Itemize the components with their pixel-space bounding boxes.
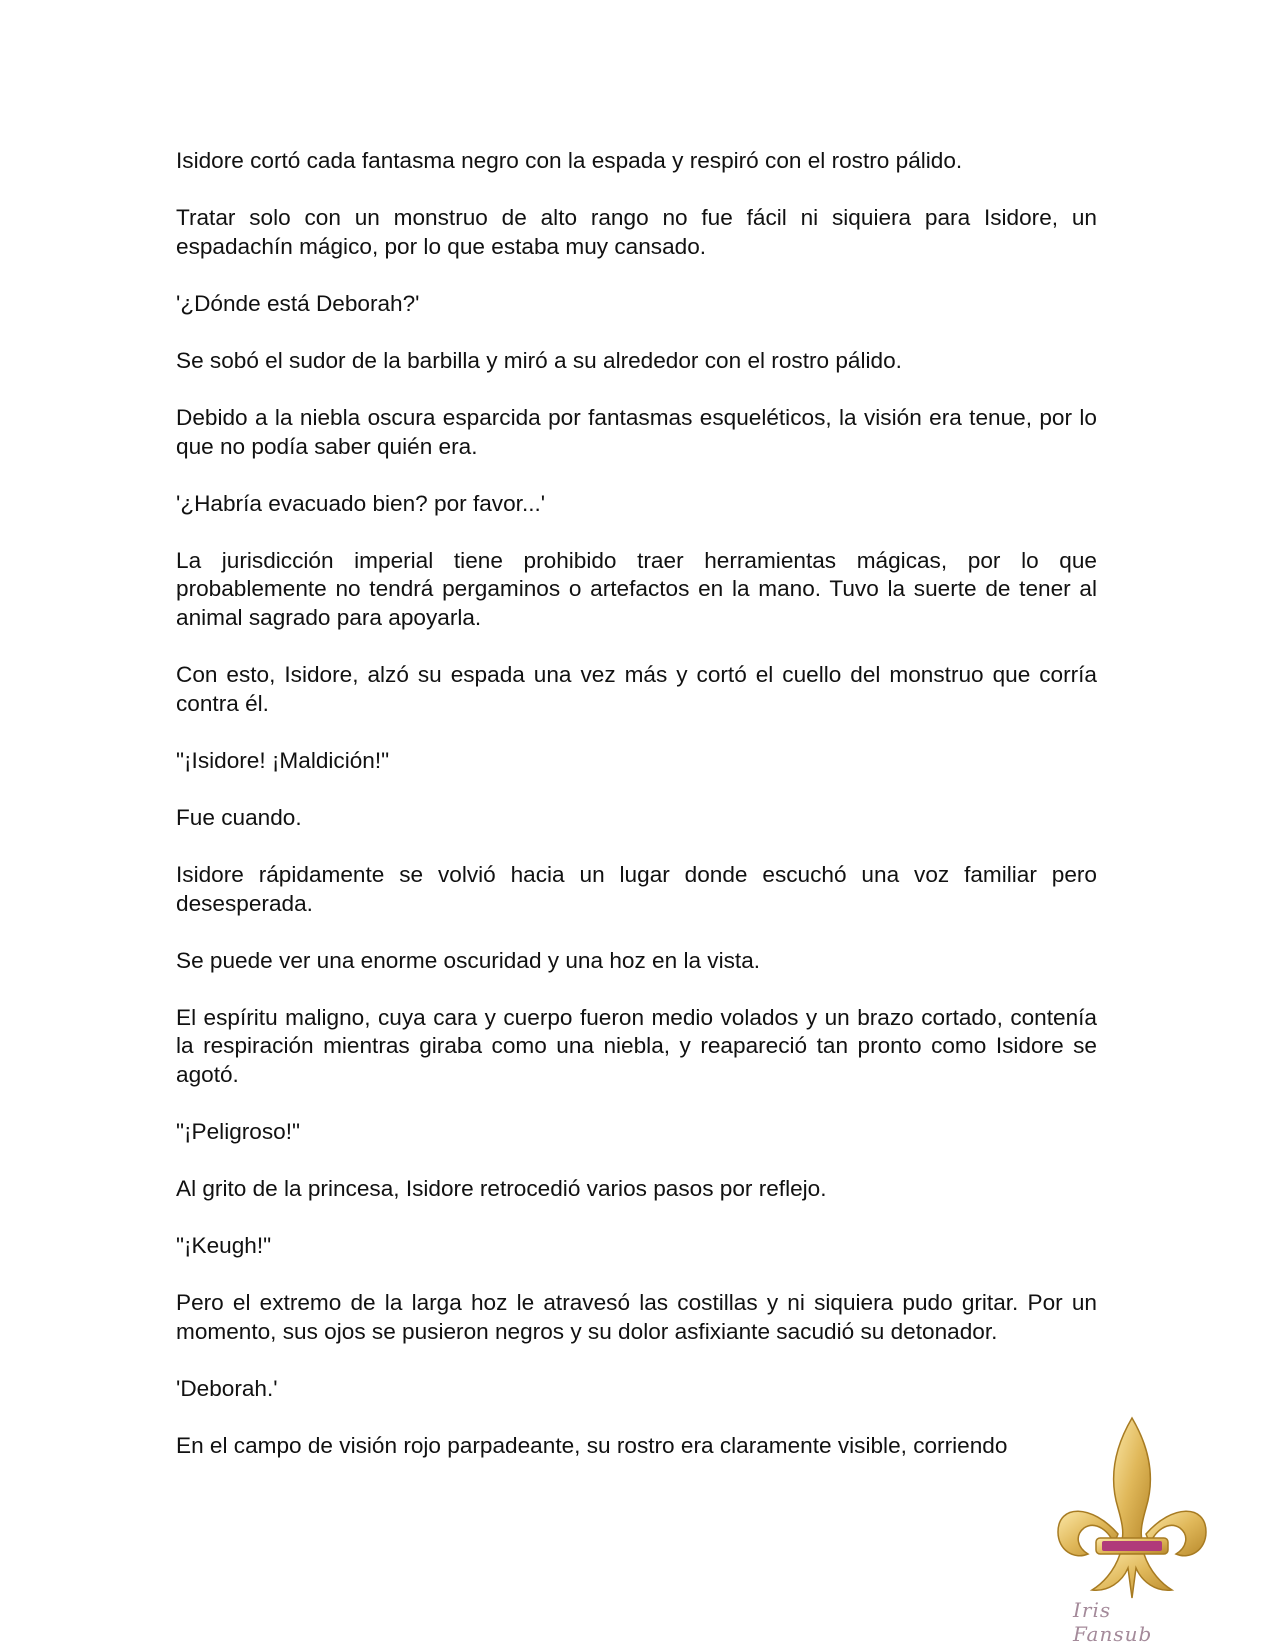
- paragraph: Pero el extremo de la larga hoz le atravesó las costillas y ni siquiera pudo gritar. Por un momento, sus ojos se pusieron negros y su dolor asfixiante sacudió su detonador.: [176, 1290, 1097, 1344]
- paragraph: '¿Dónde está Deborah?': [176, 290, 420, 316]
- paragraph: Al grito de la princesa, Isidore retrocedió varios pasos por reflejo.: [176, 1176, 827, 1202]
- paragraph: Se puede ver una enorme oscuridad y una hoz en la vista.: [176, 947, 761, 973]
- paragraph: '¿Habría evacuado bien? por favor...': [176, 490, 546, 516]
- paragraph: Debido a la niebla oscura esparcida por fantasmas esqueléticos, la visión era tenue, por lo que no podía saber quién era.: [176, 404, 1097, 459]
- document-body: [176, 147, 1097, 1489]
- watermark-text: Iris Fansub: [1073, 1598, 1153, 1646]
- paragraph: El espíritu maligno, cuya cara y cuerpo fueron medio volados y un brazo cortado, contenía la respiración mientras giraba como una niebla, y reapareció tan pronto como Isidore se agotó.: [176, 1004, 1097, 1087]
- paragraph: 'Deborah.': [176, 1375, 278, 1401]
- paragraph: Se sobó el sudor de la barbilla y miró a su alrededor con el rostro pálido.: [176, 347, 902, 373]
- paragraph: Fue cuando.: [176, 804, 302, 830]
- paragraph: Con esto, Isidore, alzó su espada una vez más y cortó el cuello del monstruo que corría contra él.: [176, 662, 1097, 716]
- paragraph: Isidore cortó cada fantasma negro con la espada y respiró con el rostro pálido.: [176, 148, 963, 173]
- paragraph: "¡Keugh!": [176, 1233, 272, 1259]
- paragraph: "¡Isidore! ¡Maldición!": [176, 747, 390, 773]
- paragraph: En el campo de visión rojo parpadeante, su rostro era claramente visible, corriendo: [176, 1433, 1008, 1459]
- paragraph: La jurisdicción imperial tiene prohibido traer herramientas mágicas, por lo que probablemente no tendrá pergaminos o artefactos en la mano. Tuvo la suerte de tener al animal sagrado para apoyarla.: [176, 547, 1097, 630]
- paragraph: Tratar solo con un monstruo de alto rango no fue fácil ni siquiera para Isidore, un espadachín mágico, por lo que estaba muy cansado.: [176, 205, 1097, 259]
- paragraph: Isidore rápidamente se volvió hacia un lugar donde escuchó una voz familiar pero desesperada.: [176, 861, 1097, 916]
- paragraph: "¡Peligroso!": [176, 1118, 301, 1144]
